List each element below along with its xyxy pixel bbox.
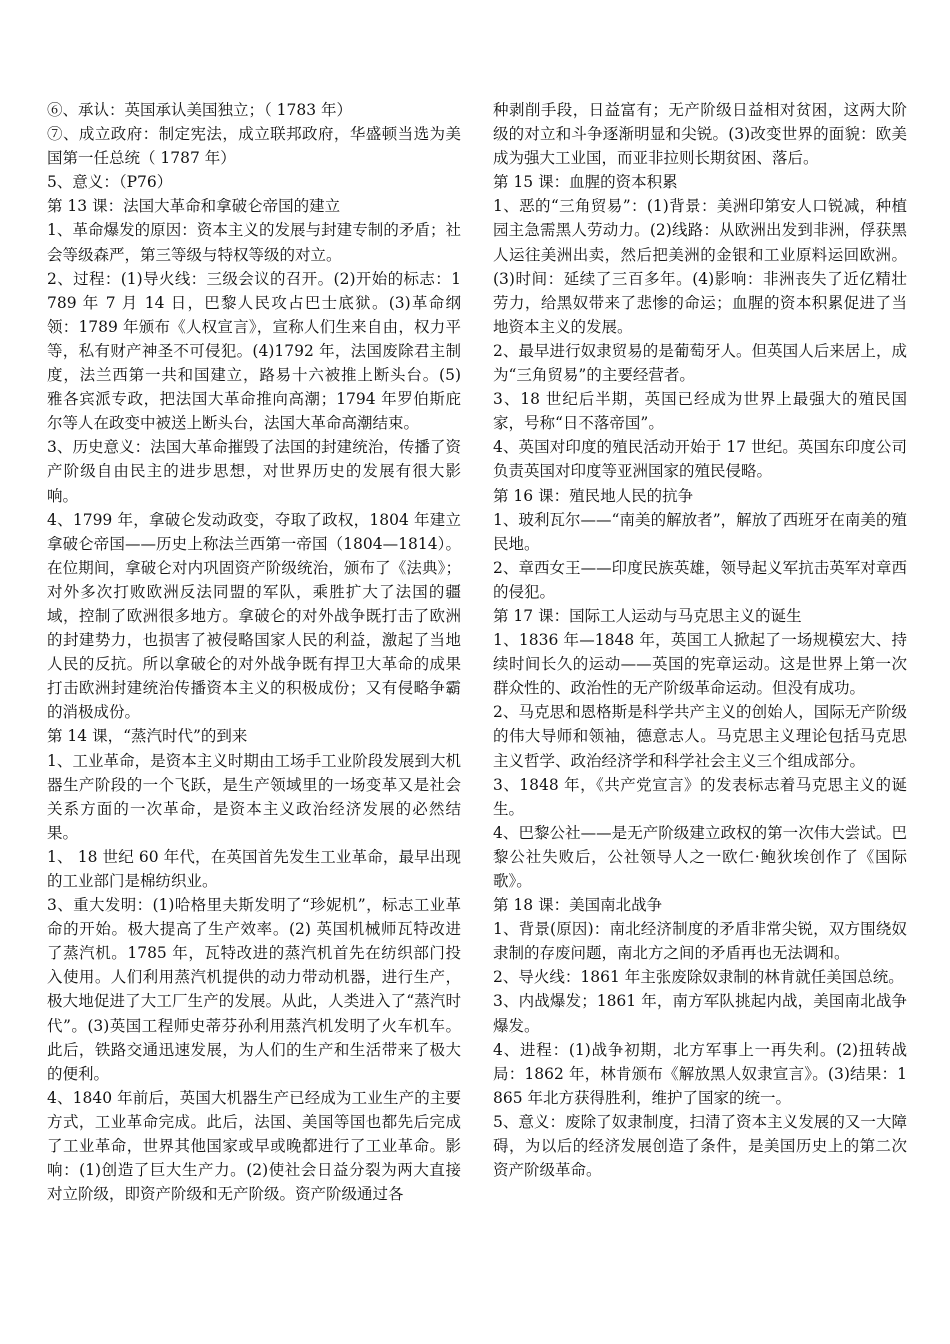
paragraph: 1、恶的“三角贸易”：(1)背景：美洲印第安人口锐减，种植园主急需黑人劳动力。(2)线路：从欧洲出发到非洲，俘获黑人运往美洲出卖，然后把美洲的金银和工业原料运回欧洲。(3)时间：延续了三百多年。(4)影响：非洲丧失了近亿精壮劳力，给黑奴带来了悲惨的命运；血腥的资本积累促进了当地资本主义的发展。 [493,197,907,336]
right-column [493,98,907,1182]
paragraph: ⑦、成立政府：制定宪法，成立联邦政府，华盛顿当选为美国第一任总统（ 1787 年） [47,125,461,168]
lesson-heading: 第 17 课：国际工人运动与马克思主义的诞生 [493,606,802,625]
paragraph: 3、1848 年，《共产党宣言》的发表标志着马克思主义的诞生。 [493,775,907,818]
paragraph: 2、过程：(1)导火线：三级会议的召开。(2)开始的标志：1789 年 7 月 14 日，巴黎人民攻占巴士底狱。(3)革命纲领：1789 年颁布《人权宣言》，宣称人们生来自由，权力平等，私有财产神圣不可侵犯。(4)1792 年，法国废除君主制度，法兰西第一共和国建立，路易十六被推上断头台。(5) 雅各宾派专政，把法国大革命推向高潮；1794 年罗伯斯庇尔等人在政变中被送上断头台，法国大革命高潮结束。 [47,269,461,433]
paragraph: ⑥、承认：英国承认美国独立；（ 1783 年） [47,101,353,119]
paragraph: 4、1799 年，拿破仑发动政变，夺取了政权，1804 年建立拿破仑帝国——历史上称法兰西第一帝国（1804—1814）。在位期间，拿破仑对内巩固资产阶级统治，颁布了《法典》；对外多次打败欧洲反法同盟的军队，乘胜扩大了法国的疆域，控制了欧洲很多地方。拿破仑的对外战争既打击了欧洲的封建势力，也损害了被侵略国家人民的利益，激起了当地人民的反抗。所以拿破仑的对外战争既有捍卫大革命的成果打击欧洲封建统治传播资本主义的积极成份；又有侵略争霸的消极成份。 [47,510,461,722]
left-column [47,98,461,1206]
paragraph: 4、进程：(1)战争初期，北方军事上一再失利。(2)扭转战局：1862 年，林肯颁布《解放黑人奴隶宣言》。(3)结果：1865 年北方获得胜利，维护了国家的统一。 [493,1040,907,1107]
lesson-heading: 第 18 课：美国南北战争 [493,896,663,915]
paragraph: 3、历史意义：法国大革命摧毁了法国的封建统治，传播了资产阶级自由民主的进步思想，对世界历史的发展有很大影响。 [47,438,461,505]
lesson-heading: 第 16 课：殖民地人民的抗争 [493,486,694,505]
paragraph: 4、1840 年前后，英国大机器生产已经成为工业生产的主要方式，工业革命完成。此后，法国、美国等国也都先后完成了工业革命，世界其他国家或早或晚都进行了工业革命。影响：(1)创造了巨大生产力。(2)使社会日益分裂为两大直接对立阶级，即资产阶级和无产阶级。资产阶级通过各 [47,1088,461,1204]
paragraph: 1、背景(原因)：南北经济制度的矛盾非常尖锐，双方围绕奴隶制的存废问题，南北方之间的矛盾再也无法调和。 [493,920,907,963]
lesson-heading: 第 14 课，“蒸汽时代”的到来 [47,727,248,746]
paragraph: 5、意义：（P76） [47,173,173,192]
paragraph: 2、最早进行奴隶贸易的是葡萄牙人。但英国人后来居上，成为“三角贸易”的主要经营者。 [493,341,907,385]
paragraph: 1、革命爆发的原因：资本主义的发展与封建专制的矛盾；社会等级森严，第三等级与特权等级的对立。 [47,221,461,264]
paragraph: 1、工业革命，是资本主义时期由工场手工业阶段发展到大机器生产阶段的一个飞跃，是生产领域里的一场变革又是社会关系方面的一次革命，是资本主义政治经济发展的必然结果。 [47,751,461,842]
paragraph: 种剥削手段，日益富有；无产阶级日益相对贫困，这两大阶级的对立和斗争逐渐明显和尖锐。(3)改变世界的面貌：欧美成为强大工业国，而亚非拉则长期贫困、落后。 [493,101,907,168]
lesson-heading: 第 13 课：法国大革命和拿破仑帝国的建立 [47,197,341,216]
paragraph: 3、18 世纪后半期，英国已经成为世界上最强大的殖民国家，号称“日不落帝国”。 [493,390,907,433]
paragraph: 4、英国对印度的殖民活动开始于 17 世纪。英国东印度公司负责英国对印度等亚洲国家的殖民侵略。 [493,438,907,481]
paragraph: 3、内战爆发；1861 年，南方军队挑起内战，美国南北战争爆发。 [493,992,907,1035]
paragraph: 1、1836 年—1848 年，英国工人掀起了一场规模宏大、持续时间长久的运动——英国的宪章运动。这是世界上第一次群众性的、政治性的无产阶级革命运动。但没有成功。 [493,631,907,698]
paragraph: 5、意义：废除了奴隶制度，扫清了资本主义发展的又一大障碍，为以后的经济发展创造了条件，是美国历史上的第二次资产阶级革命。 [493,1112,907,1180]
paragraph: 4、巴黎公社——是无产阶级建立政权的第一次伟大尝试。巴黎公社失败后，公社领导人之一欧仁·鲍狄埃创作了《国际歌》。 [493,823,907,890]
paragraph: 2、导火线：1861 年主张废除奴隶制的林肯就任美国总统。 [493,968,904,987]
paragraph: 1、 18 世纪 60 年代，在英国首先发生工业革命，最早出现的工业部门是棉纺织业。 [47,847,461,890]
paragraph: 2、马克思和恩格斯是科学共产主义的创始人，国际无产阶级的伟大导师和领袖，德意志人。马克思主义理论包括马克思主义哲学、政治经济学和科学社会主义三个组成部分。 [493,703,907,770]
lesson-heading: 第 15 课：血腥的资本积累 [493,173,678,192]
paragraph: 2、章西女王——印度民族英雄，领导起义军抗击英军对章西的侵犯。 [493,558,907,601]
paragraph: 3、重大发明：(1)哈格里夫斯发明了“珍妮机”，标志工业革命的开始。极大提高了生产效率。(2) 英国机械师瓦特改进了蒸汽机。1785 年，瓦特改进的蒸汽机首先在纺织部门投入使用。人们利用蒸汽机提供的动力带动机器，进行生产，极大地促进了大工厂生产的发展。从此，人类进入了“蒸汽时代”。(3)英国工程师史蒂芬孙利用蒸汽机发明了火车机车。此后，铁路交通迅速发展，为人们的生产和生活带来了极大的便利。 [47,896,461,1083]
paragraph: 1、玻利瓦尔——“南美的解放者”，解放了西班牙在南美的殖民地。 [493,510,907,553]
